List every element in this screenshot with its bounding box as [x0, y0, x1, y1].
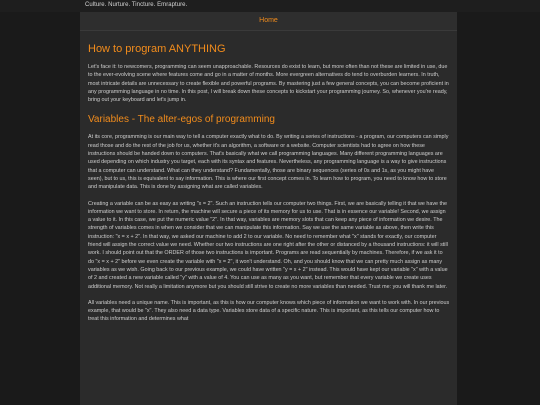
- article-container: [80, 31, 457, 405]
- section-title: Variables - The alter-egos of programming: [88, 114, 275, 126]
- article-body: [88, 43, 450, 332]
- article-paragraph: All variables need a unique name. This is important, as this is how our computer knows which piece of information we want to work with. In our previous example, that would be "x". They also need a data type. Variables store data of a specific nature. This is important, as this tells our computer how to treat this information and determines what: [88, 299, 450, 323]
- article-paragraph: Creating a variable can be as easy as writing "x = 2". Such an instruction tells our computer two things. First, we are basically telling it that we have the information we want to store. In return, the machine will secure a piece of its memory for us to use. That is in essence our variable! Second, we assign a value to it. In this case, we put the numeric value "2". In that way, variables are memory slots that can keep any piece of information we desire. The strength of variables comes in when we consider that we can manipulate this information. Say we use the same variable as above, then write this instruction: "x = x + 2". In that way, we asked our machine to add 2 to our variable. No need to remember what "x" stands for exactly, our computer friend will assign the correct value we need. Whether our two instructions are one right after the other or distanced by a thousand instructions: it will still work. I should point out that the ORDER of those two instructions is important. Programs are read sequentially by machines. Therefore, if we ask it to do "x = x + 2" before we even create the variable with "x = 2", it won't understand. Oh, and you should know that we can pretty much assign as many variables as we wish. Going back to our previous example, we could have written "y = x + 2" instead. This would have kept our variable "x" with a value of 2 and created a new variable called "y" with a value of 4. You can use as many as you want, but remember that every variable we create uses additional memory. Not really a limitation anymore but you should still strive to create no more variables than needed. Trust me: you will thank me later.: [88, 200, 448, 290]
- article-paragraph: At its core, programming is our main way to tell a computer exactly what to do. By writing a series of instructions - a program, our computers can simply read those and do the rest of the job for us, whether it's an algorithm, a software or a website. Computer scientists had to agree on how these instructions should be handed down to computers. That's basically what we call programming languages. Many different programming languages are used depending on which industry you target, each with its syntax and features. Nevertheless, any programming language is a way to give instructions that a computer can understand. What can they understand? Fundamentally, those are binary sequences (series of 0s and 1s, as you might have seen), but to us, this is equivalent to say information. This is where our first concept comes in. To learn how to program, you need to know how to store and manipulate data. This is done by assigning what are called variables.: [88, 134, 449, 191]
- site-tagline: Culture. Nurture. Tincture. Emrapture.: [85, 2, 188, 8]
- nav-home-link[interactable]: Home: [259, 17, 278, 24]
- top-bar: [0, 0, 540, 12]
- article-title: How to program ANYTHING: [88, 43, 226, 55]
- nav-bar: [80, 12, 457, 31]
- article-intro: Let's face it: to newcomers, programming can seem unapproachable. Resources do exist to learn, but more often than not these are limited in use, due to the ever-evolving scene where features come and go in a matter of months. More evergreen alternatives do tend to overburden learners. In truth, most intricate details are unnecessary to create flexible and powerful programs. By mastering just a few general concepts, you can become proficient in any programming language in no time. In this post, I will break down these concepts to kickstart your programming journey. So, whenever you're ready, bring out your keyboard and let's jump in.: [88, 64, 449, 104]
